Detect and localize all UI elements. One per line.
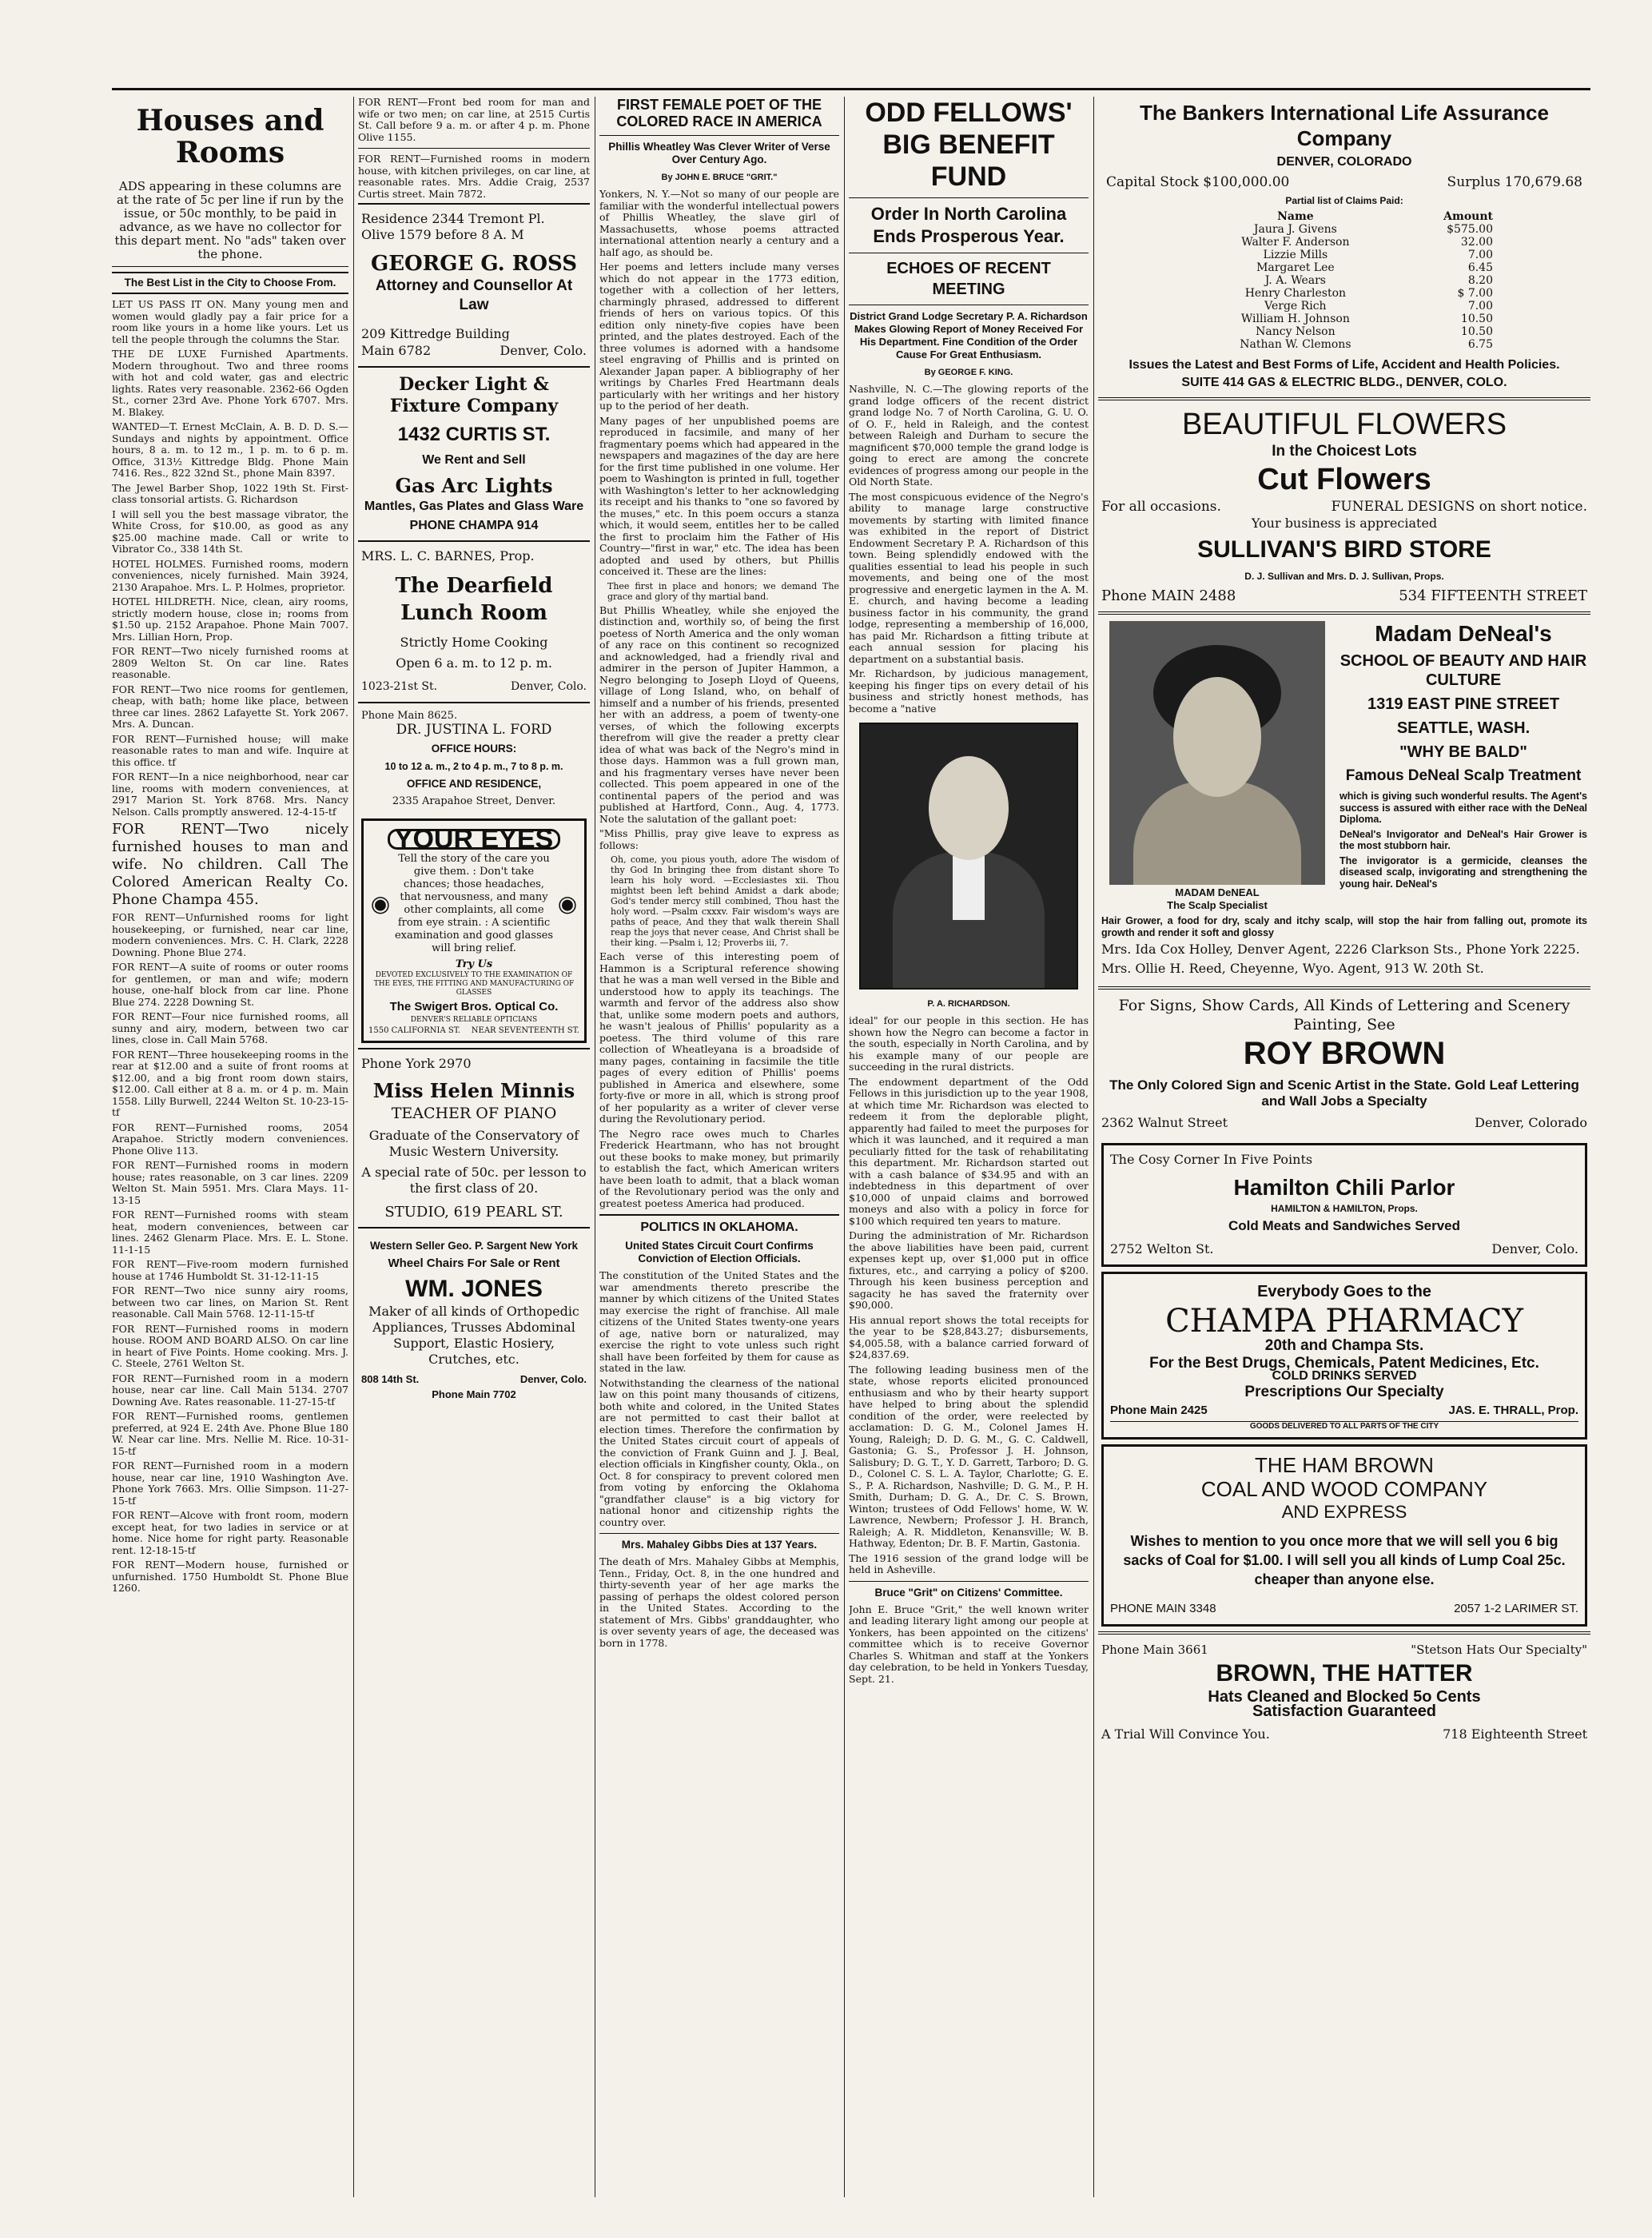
ford-hours: 10 to 12 a. m., 2 to 4 p. m., 7 to 8 p. m. <box>384 761 563 772</box>
article-paragraph: ideal" for our people in this section. He has shown how the Negro can become a factor in the south, especially in North Carolina, and by his example many of our people are succeeding in the rural districts. <box>849 1014 1089 1073</box>
decker-rent: We Rent and Sell <box>422 453 526 467</box>
optical-tagline: DENVER'S RELIABLE OPTICIANS <box>410 1016 538 1024</box>
claim-name: Nathan W. Clemons <box>1240 338 1351 351</box>
classified-list <box>112 299 348 1595</box>
decker-ad <box>358 366 590 540</box>
bankers-partial-label: Partial list of Claims Paid: <box>1285 195 1403 206</box>
bankers-suite: SUITE 414 GAS & ELECTRIC BLDG., DENVER, COLO. <box>1181 376 1507 389</box>
champa-pharmacy-ad <box>1101 1272 1587 1440</box>
champa-name: CHAMPA PHARMACY <box>1165 1303 1523 1340</box>
claims-table <box>1192 210 1496 351</box>
claim-name: Henry Charleston <box>1244 287 1347 300</box>
deneal-portrait <box>1109 621 1325 885</box>
claim-name: Nancy Nelson <box>1256 325 1336 338</box>
chili-address: 2752 Welton St. <box>1110 1241 1214 1256</box>
dearfield-prop: MRS. L. C. BARNES, Prop. <box>361 548 535 563</box>
classified-item: FOR RENT—Furnished room in a modern house, near car line, 1910 Washington Ave. Phone York 7663. Mrs. Ollie Simpson. 11-27-15-tf <box>112 1459 348 1507</box>
decker-address: 1432 CURTIS ST. <box>397 424 551 445</box>
bankers-capital: Capital Stock $100,000.00 <box>1106 174 1290 190</box>
champa-prop: JAS. E. THRALL, Prop. <box>1448 1404 1578 1417</box>
ham-brown-name: THE HAM BROWN <box>1255 1453 1434 1477</box>
deneal-agent: Mrs. Ida Cox Holley, Denver Agent, 2226 Clarkson Sts., Phone York 2225. <box>1101 942 1580 957</box>
decker-gas: Gas Arc Lights <box>395 474 553 497</box>
column-rule <box>844 97 845 2197</box>
article-paragraph: The 1916 session of the grand lodge will be held in Asheville. <box>849 1551 1089 1575</box>
classified-item: The Jewel Barber Shop, 1022 19th St. First-class tonsorial artists. G. Richardson <box>112 481 348 505</box>
dearfield-cooking: Strictly Home Cooking <box>400 635 548 650</box>
optical-address: 1550 CALIFORNIA ST. <box>368 1026 461 1035</box>
ford-office-label: OFFICE HOURS: <box>431 743 517 755</box>
ross-building: 209 Kittredge Building <box>361 326 510 341</box>
hatter-phone: Phone Main 3661 <box>1101 1643 1208 1657</box>
champa-streets: 20th and Champa Sts. <box>1264 1337 1424 1354</box>
best-list-heading: The Best List in the City to Choose From. <box>112 272 348 294</box>
subhead-politics: United States Circuit Court Confirms Conviction of Election Officials. <box>625 1240 814 1264</box>
article-paragraph: The endowment department of the Odd Fellows in this jurisdiction up to the year 1908, at which time Mr. Richardson was elected to redeem it from the deplorable plight, apparently had failed to meet the purposes for which it was launched, and it required a man peculiarly fitted for the task of rehabilitating this department. Mr. Richardson started out with a cash balance of $34.95 and with an indebtedness in this department of over $10,000 of unpaid claims and borrowed moneys and also with a policy in force for $100 which required ten years to mature. <box>849 1075 1089 1227</box>
ross-title: Attorney and Counsellor At Law <box>375 277 573 313</box>
dearfield-name: The Dearfield Lunch Room <box>395 574 553 625</box>
section-title: Houses and Rooms <box>136 104 324 169</box>
headline-gibbs: Mrs. Mahaley Gibbs Dies at 137 Years. <box>621 1539 818 1551</box>
richardson-portrait <box>859 723 1078 990</box>
ham-brown-address: 2057 1-2 LARIMER ST. <box>1454 1602 1578 1615</box>
claim-name: William H. Johnson <box>1240 313 1350 325</box>
classified-item: FOR RENT—Four nice furnished rooms, all sunny and airy, modern, between two car lines, close in. Call Main 5768. <box>112 1010 348 1045</box>
deneal-caption-title: The Scalp Specialist <box>1167 899 1268 911</box>
claim-amount: $575.00 <box>1447 223 1493 236</box>
classified-item: WANTED—T. Ernest McClain, A. B. D. D. S.—Sundays and nights by appointment. Office hours, 8 a. m. to 12 m., 1 p. m. to 6 p. m. Office, 313½ Kittredge Bldg. Phone Main 7416. Res., 822 32nd St., phone Main 8397. <box>112 420 348 479</box>
article-column-poet <box>599 97 839 1652</box>
dearfield-contact <box>361 678 587 695</box>
classified-item: FOR RENT—Two nicely furnished houses to man and wife. No children. Call The Colored American Realty Co. Phone Champa 455. <box>112 821 348 908</box>
chili-name: Hamilton Chili Parlor <box>1233 1175 1455 1200</box>
flowers-appreciated: Your business is appreciated <box>1251 516 1438 531</box>
deneal-text: which is giving such wonderful results. The Agent's success is assured with either race with the DeNeal Diploma. <box>1340 790 1587 825</box>
claim-row <box>1192 325 1496 338</box>
claim-row <box>1192 287 1496 300</box>
classified-item: FOR RENT—Alcove with front room, modern except heat, for two ladies in service or at home. Nice home for right party. Reasonable rent. 12-18-15-tf <box>112 1509 348 1556</box>
classified-item: HOTEL HILDRETH. Nice, clean, airy rooms, strictly modern house, close in; rooms from $1.50 up. 2152 Arapahoe. Phone Main 7007. Mrs. Lillian Horn, Prop. <box>112 595 348 643</box>
ford-ad <box>358 702 590 814</box>
bankers-city: DENVER, COLORADO <box>1276 155 1412 169</box>
roy-brown-city: Denver, Colorado <box>1475 1115 1587 1130</box>
minnis-title: TEACHER OF PIANO <box>391 1105 557 1122</box>
ross-contact <box>361 342 587 360</box>
claims-header-name: Name <box>1277 210 1314 223</box>
bankers-surplus: Surplus 170,679.68 <box>1447 174 1582 190</box>
hatter-satisfaction: Satisfaction Guaranteed <box>1252 1702 1437 1720</box>
jones-address: 808 14th St. <box>361 1373 420 1385</box>
article-paragraph: Her poems and letters include many verses which do not appear in the 1773 edition, together with a collection of her letters, charmingly phrased, addressed to different friends of hers on various topics. Of this edition only ninety-five copies have been printed, and the plates destroyed. Each of the three volumes is adorned with a handsome steel engraving of Phillis and is printed on Alexander Japan paper. A bibliography of her writings by Charles Fred Heartmann deals particularly with her writings and her history up to the period of her death. <box>599 261 839 412</box>
flowers-subtitle: In the Choicest Lots <box>1272 443 1417 460</box>
ford-name: DR. JUSTINA L. FORD <box>396 722 552 738</box>
chili-intro: The Cosy Corner In Five Points <box>1110 1152 1313 1167</box>
deneal-text: DeNeal's Invigorator and DeNeal's Hair Grower is the most stubborn hair. <box>1340 828 1587 851</box>
claim-row <box>1192 236 1496 249</box>
claim-name: J. A. Wears <box>1264 274 1326 287</box>
claim-amount: $ 7.00 <box>1457 287 1493 300</box>
article-paragraph: Many pages of her unpublished poems are reproduced in facsimile, and many of her fragmentary poems which had appeared in the newspapers and magazines of the day are here for the first time published in one volume. Her poem to Washington is printed in full, together with Washington's letter to her acknowledging its receipt and his thanks to "one so favored by the muses," etc. In this poem occurs a stanza which, it would seem, entitles her to be called the first to proclaim him the Father of His Country—"first in war," etc. The idea has been adopted and used by others, but Phillis conceived it. These are the lines: <box>599 414 839 577</box>
verse: Thee first in place and honors; we demand The grace and glory of thy martial band. <box>607 580 839 602</box>
classifieds-column <box>112 97 348 1598</box>
hatter-trial: A Trial Will Convince You. <box>1101 1726 1270 1742</box>
byline-oddfellows: By GEORGE F. KING. <box>924 368 1013 377</box>
roy-brown-intro: For Signs, Show Cards, All Kinds of Lettering and Scenery Painting, See <box>1118 997 1570 1033</box>
claim-row <box>1192 338 1496 351</box>
article-paragraph: The death of Mrs. Mahaley Gibbs at Memphis, Tenn., Friday, Oct. 8, in the one hundred and thirty-seventh year of her age marks the passing of perhaps the oldest colored person in the United States. According to the statement of Mrs. Gibbs' granddaughter, who is over seventy years of age, the deceased was born in 1778. <box>599 1555 839 1649</box>
column-rule <box>1093 97 1094 2197</box>
flowers-title: BEAUTIFUL FLOWERS <box>1181 408 1507 441</box>
bird-store-phone: Phone MAIN 2488 <box>1101 587 1236 604</box>
hatter-slogan: "Stetson Hats Our Specialty" <box>1411 1643 1587 1657</box>
champa-intro: Everybody Goes to the <box>1257 1283 1431 1300</box>
article-paragraph: The Negro race owes much to Charles Frederick Heartmann, who has not brought out these books to make money, but primarily to establish the fact, which American writers have been loath to admit, that a black woman of the Revolutionary period was the only and greatest poetess America had produced. <box>599 1127 839 1209</box>
bankers-ad <box>1098 97 1590 397</box>
eye-ad-text: Tell the story of the care you give them. : Don't take chances; those headaches, that nervousness, and many other complaints, all come from eye strain. : A scientific examination and good glasses will bring relief. <box>394 853 554 954</box>
champa-delivery: GOODS DELIVERED TO ALL PARTS OF THE CITY <box>1110 1421 1578 1431</box>
claim-name: Jaura J. Givens <box>1253 223 1337 236</box>
dearfield-hours: Open 6 a. m. to 12 p. m. <box>396 655 552 671</box>
classified-item: FOR RENT—Five-room modern furnished house at 1746 Humboldt St. 31-12-11-15 <box>112 1258 348 1282</box>
minnis-rate: A special rate of 50c. per lesson to the first class of 20. <box>361 1165 587 1196</box>
chili-city: Denver, Colo. <box>1491 1241 1578 1256</box>
hatter-cleaned: Hats Cleaned and Blocked 5o Cents <box>1208 1688 1481 1706</box>
claim-row <box>1192 300 1496 313</box>
subhead-echoes: ECHOES OF RECENT MEETING <box>886 260 1051 298</box>
jones-ad <box>358 1227 590 1407</box>
minnis-studio: STUDIO, 619 PEARL ST. <box>384 1204 563 1221</box>
claim-row <box>1192 249 1496 261</box>
rent-ad: FOR RENT—Front bed room for man and wife or two men; on car line, at 2515 Curtis St. Call before 9 a. m. or after 4 p. m. Phone Olive 1155. <box>358 97 590 143</box>
classified-item: FOR RENT—Furnished rooms in modern house; rates reasonable, on 3 car lines. 2209 Welton St. Main 5951. Mrs. Clara Mays. 11-13-15 <box>112 1159 348 1206</box>
deneal-school: SCHOOL OF BEAUTY AND HAIR CULTURE <box>1340 652 1587 689</box>
ham-brown-company: COAL AND WOOD COMPANY <box>1200 1477 1488 1501</box>
jones-wheel: Wheel Chairs For Sale or Rent <box>388 1256 560 1270</box>
ross-residence: Residence 2344 Tremont Pl. <box>361 211 545 226</box>
flowers-occasions: For all occasions. <box>1101 499 1221 515</box>
claim-row <box>1192 223 1496 236</box>
deneal-address: 1319 EAST PINE STREET <box>1367 695 1560 713</box>
claim-amount: 8.20 <box>1467 274 1493 287</box>
bird-store-address: 534 FIFTEENTH STREET <box>1399 587 1587 604</box>
article-paragraph: The constitution of the United States and the war amendments thereto prescribe the manner by which citizens of the United States may exercise the right of franchise. All male citizens of the United States twenty-one years of age, native born or naturalized, may exercise the right to vote unless such right shall have been forfeited by them for cause as stated in the law. <box>599 1269 839 1374</box>
ross-city: Denver, Colo. <box>500 343 587 358</box>
roy-brown-tagline: The Only Colored Sign and Scenic Artist in the State. Gold Leaf Lettering and Wall Jobs a Specialty <box>1109 1077 1579 1109</box>
classified-item: FOR RENT—Furnished house; will make reasonable rates to man and wife. Inquire at this office. tf <box>112 732 348 768</box>
minnis-graduate: Graduate of the Conservatory of Music Western University. <box>368 1128 579 1159</box>
eye-ad-try: Try Us <box>455 958 493 970</box>
ham-brown-express: AND EXPRESS <box>1281 1502 1407 1522</box>
article-paragraph: The following leading business men of the state, whose reports elicited pronounced enthusiasm and who by their hearty support have helped to bring about the splendid condition of the order, were reelected by acclamation: D. G. M., Colonel James H. Young, Raleigh; D. D. G. M., G. C. Caldwell, Gastonia; G. S., Professor J. H. Johnson, Salisbury; D. G. T., Y. D. Garrett, Tarboro; D. G. D., Colonel C. S. L. A. Taylor, Charlotte; G. E. S., P. A. Richardson, Nashville; D. G. M., P. H. Smith, Durham; D. G. A., Dr. C. S. Brown, Winton; trustees of Odd Fellows' home, W. W. Lawrence, Newbern; Professor J. H. Branch, Raleigh; A. R. Middleton, Kenansville; W. B. Hathway, Edenton; Dr. B. F. Martin, Gastonia. <box>849 1363 1089 1549</box>
deneal-name: Madam DeNeal's <box>1375 621 1552 646</box>
classified-item: FOR RENT—Furnished rooms with steam heat, modern conveniences, between car lines. 2462 Glenarm Place. Mrs. E. L. Stone. 11-1-15 <box>112 1209 348 1256</box>
classified-item: FOR RENT—Two nicely furnished rooms at 2809 Welton St. On car line. Rates reasonable. <box>112 645 348 680</box>
eye-ad-devoted: DEVOTED EXCLUSIVELY TO THE EXAMINATION OF THE EYES, THE FITTING AND MANUFACTURING OF GLASSES <box>373 971 575 997</box>
classified-item: FOR RENT—Furnished room in a modern house, near car line. Call Main 5134. 2707 Downing Ave. Rates reasonable. 11-27-15-tf <box>112 1372 348 1408</box>
roy-brown-address: 2362 Walnut Street <box>1101 1115 1228 1130</box>
deneal-city: SEATTLE, WASH. <box>1396 719 1531 737</box>
jones-name: WM. JONES <box>405 1276 543 1302</box>
claim-row <box>1192 274 1496 287</box>
chili-props: HAMILTON & HAMILTON, Props. <box>1271 1203 1418 1214</box>
minnis-ad <box>358 1048 590 1227</box>
ads-column <box>358 97 590 1407</box>
chili-parlor-ad <box>1101 1143 1587 1267</box>
article-paragraph: "Miss Phillis, pray give leave to express as follows: <box>599 827 839 851</box>
jones-text: Maker of all kinds of Orthopedic Appliances, Trusses Abdominal Support, Elastic Hosiery, Crutches, etc. <box>368 1304 579 1367</box>
claim-amount: 6.45 <box>1467 261 1493 274</box>
article-paragraph: The most conspicuous evidence of the Negro's ability to manage large constructive movements by starting with limited finance was exhibited in the report of District Endowment Secretary P. A. Richardson of this town. Being splendidly endowed with the qualities essential to lead his people in such movements, and being one of the most progressive and energetic laymen in the A. M. E. church, and having become a leading business factor in his community, the grand lodge, representing a membership of 16,000, has paid Mr. Richardson a fitting tribute at each annual session for placing his department on a substantial basis. <box>849 490 1089 665</box>
newspaper-page <box>112 88 1590 2200</box>
ham-brown-phone: PHONE MAIN 3348 <box>1110 1602 1216 1615</box>
claim-amount: 10.50 <box>1460 325 1493 338</box>
article-paragraph: His annual report shows the total receipts for the year to be $28,843.27; disbursements, $4,005.58, with a balance carried forward of $24,837.69. <box>849 1313 1089 1360</box>
optical-ad <box>361 818 587 1043</box>
classified-item: HOTEL HOLMES. Furnished rooms, modern conveniences, nicely furnished. Main 3924, 2130 Arapahoe. Mrs. L. P. Holmes, proprietor. <box>112 557 348 593</box>
claim-amount: 32.00 <box>1460 236 1493 249</box>
hatter-ad <box>1098 1631 1590 1750</box>
classified-item: FOR RENT—Furnished rooms in modern house. ROOM AND BOARD ALSO. On car line in heart of Five Points. Home cooking. Mrs. J. C. Steele, 2761 Welton St. <box>112 1322 348 1369</box>
jones-phone: Phone Main 7702 <box>432 1388 516 1400</box>
article-paragraph: Notwithstanding the clearness of the national law on this point many thousands of citizens, both white and colored, in the United States are not permitted to cast their ballot at election times. Therefore the confirmation by the United States circuit court of appeals of the conviction of Frank Guinn and J. J. Beal, election officials in Kingfisher county, Okla., on Oct. 8 for conspiracy to prevent colored men from voting by enforcing the Oklahoma "grandfather clause" is a big victory for national honor and citizenship rights the country over. <box>599 1376 839 1528</box>
optical-company: The Swigert Bros. Optical Co. <box>389 1000 559 1013</box>
dearfield-address: 1023-21st St. <box>361 680 438 693</box>
eye-ad-title: YOUR EYES <box>388 829 560 850</box>
deneal-ad <box>1098 611 1590 986</box>
classified-item: I will sell you the best massage vibrator, the White Cross, for $10.00, as good as any $25.00 machine made. Call or write to Vibrator Co., 338 14th St. <box>112 508 348 555</box>
roy-brown-ad <box>1098 986 1590 1138</box>
rent-ad: FOR RENT—Furnished rooms in modern house, with kitchen privileges, on car line, at reasonable rates. Mrs. Addie Craig, 2537 Curtis street. Main 7872. <box>358 153 590 200</box>
bankers-name: The Bankers International Life Assurance Company <box>1140 101 1549 150</box>
ross-name: GEORGE G. ROSS <box>371 252 577 276</box>
decker-name: Decker Light & Fixture Company <box>389 374 559 416</box>
hatter-address: 718 Eighteenth Street <box>1443 1726 1587 1742</box>
classified-item: FOR RENT—In a nice neighborhood, near car line, rooms with modern conveniences, at 2917 Marion St. York 8768. Mrs. Nancy Nelson. Calls promptly answered. 12-4-15-tf <box>112 771 348 818</box>
deneal-why: "WHY BE BALD" <box>1399 743 1527 761</box>
deneal-agent: Mrs. Ollie H. Reed, Cheyenne, Wyo. Agent, 913 W. 20th St. <box>1101 961 1484 976</box>
headline-grit: Bruce "Grit" on Citizens' Committee. <box>874 1586 1063 1599</box>
claim-row <box>1192 261 1496 274</box>
minnis-phone: Phone York 2970 <box>361 1056 472 1071</box>
bird-store-name: SULLIVAN'S BIRD STORE <box>1197 536 1491 563</box>
ross-olive: Olive 1579 before 8 A. M <box>361 227 524 242</box>
deck-oddfellows: District Grand Lodge Secretary P. A. Richardson Makes Glowing Report of Money Received For His Department. Fine Condition of the Order Cause For Great Enthusiasm. <box>850 310 1088 360</box>
claim-amount: 7.00 <box>1467 249 1493 261</box>
claim-name: Margaret Lee <box>1256 261 1335 274</box>
classified-item: FOR RENT—Unfurnished rooms for light housekeeping, or furnished, near car line, modern conveniences. Mrs. C. H. Clark, 2228 Downing. Phone Blue 274. <box>112 911 348 958</box>
classified-item: LET US PASS IT ON. Many young men and women would gladly pay a fair price for a room like yours in a home like yours. Let us tell the people through the columns the Star. <box>112 298 348 345</box>
champa-drinks: COLD DRINKS SERVED <box>1272 1369 1417 1383</box>
deneal-famous: Famous DeNeal Scalp Treatment <box>1345 767 1582 784</box>
dearfield-ad <box>358 540 590 702</box>
rates-notice: ADS appearing in these columns are at the rate of 5c per line if run by the issue, or 50c monthly, to be paid in advance, as we have no collector for this depart ment. No "ads" taken over the phone. <box>114 179 346 261</box>
roy-brown-name: ROY BROWN <box>1243 1036 1446 1071</box>
flowers-cut: Cut Flowers <box>1257 463 1431 496</box>
bankers-issues: Issues the Latest and Best Forms of Life, Accident and Health Policies. <box>1129 358 1560 372</box>
headline-oddfellows: ODD FELLOWS' BIG BENEFIT FUND <box>865 98 1073 192</box>
column-rule <box>353 97 354 2197</box>
claim-amount: 6.75 <box>1467 338 1493 351</box>
article-paragraph: Mr. Richardson, by judicious management, keeping his finger tips on every detail of his business and strictly honest methods, has become a "native <box>849 667 1089 715</box>
classified-item: FOR RENT—Three housekeeping rooms in the rear at $12.00 and a suite of front rooms at $12.00, and a big front room down stairs, $12.00. Call either at 8 a. m. or 4 p. m. Main 1558. Lilly Burwell, 2244 Welton St. 10-23-15-tf <box>112 1048 348 1118</box>
chili-served: Cold Meats and Sandwiches Served <box>1228 1218 1461 1233</box>
eye-icon: ◉ <box>370 890 391 917</box>
flowers-ad <box>1098 397 1590 611</box>
claim-amount: 10.50 <box>1460 313 1493 325</box>
classified-item: FOR RENT—A suite of rooms or outer rooms for gentlemen, or man and wife; modern house, one-half block from car line. Phone Blue 274. 2228 Downing St. <box>112 961 348 1008</box>
ross-phone: Main 6782 <box>361 343 432 358</box>
article-paragraph: John E. Bruce "Grit," the well known writer and leading literary light among our people at Yonkers, has been appointed on the citizens' committee which is to receive Governor Charles S. Whitman and staff at the Yonkers day celebration, to be held in Yonkers Tuesday, Sept. 21. <box>849 1603 1089 1685</box>
optical-near: NEAR SEVENTEENTH ST. <box>471 1026 579 1035</box>
champa-drugs: For the Best Drugs, Chemicals, Patent Medicines, Etc. <box>1149 1355 1539 1372</box>
article-paragraph: But Phillis Wheatley, while she enjoyed the distinction and, worthily so, of being the first poetess of North America and the only woman of any race on this continent so recognized and acknowledged, had a friendly rival and admirer in the person of Jupiter Hammon, a Negro belonging to Joseph Lloyd of Queens, village of Long Island, who, on behalf of himself and a number of his friends, presented her with an address, a poem of twenty-one verses, of which the following excerpts therefrom will give the reader a pretty clear idea of what was back of the Negro's mind in those days. Hammon was a full grown man, and his fragmentary verses have never been collected. This poem appeared in one of the continental papers of the period and was published at Hartford, Conn., Aug. 4, 1773. Note the salutation of the gallant poet: <box>599 603 839 825</box>
portrait-caption: P. A. RICHARDSON. <box>927 999 1010 1009</box>
ham-brown-text: Wishes to mention to you once more that we will sell you 6 big sacks of Coal for $1.00. I will sell you all kinds of Lump Coal 25c. cheaper than anyone else. <box>1123 1533 1566 1587</box>
headline-poet: FIRST FEMALE POET OF THE COLORED RACE IN AMERICA <box>616 97 822 129</box>
claim-name: Verge Rich <box>1264 300 1327 313</box>
classified-item: FOR RENT—Modern house, furnished or unfurnished. 1750 Humboldt St. Phone Blue 1260. <box>112 1559 348 1594</box>
eye-icon: ◉ <box>557 890 578 917</box>
flowers-funeral: FUNERAL DESIGNS on short notice. <box>1331 499 1587 515</box>
ford-residence-label: OFFICE AND RESIDENCE, <box>406 778 542 790</box>
jones-sargent: Western Seller Geo. P. Sargent New York <box>369 1240 579 1252</box>
byline-poet: By JOHN E. BRUCE "GRIT." <box>661 173 778 182</box>
decker-mantles: Mantles, Gas Plates and Glass Ware <box>364 500 584 513</box>
deneal-text: The invigorator is a germicide, cleanses the diseased scalp, invigorating and strengthening the young hair. DeNeal's <box>1340 854 1587 890</box>
ross-ad <box>358 203 590 366</box>
classified-item: THE DE LUXE Furnished Apartments. Modern throughout. Two and three rooms with hot and cold water, gas and electric lights. Rates very reasonable. 2362-66 Ogden St., corner 23rd Ave. Phone York 6707. Mrs. M. Blakey. <box>112 348 348 418</box>
claim-amount: 7.00 <box>1467 300 1493 313</box>
classified-item: FOR RENT—Furnished rooms, 2054 Arapahoe. Strictly modern conveniences. Phone Olive 113. <box>112 1121 348 1157</box>
claims-header-amount: Amount <box>1443 210 1493 223</box>
ford-address: 2335 Arapahoe Street, Denver. <box>392 795 556 807</box>
classified-item: FOR RENT—Two nice rooms for gentlemen, cheap, with bath; home like place, between three car lines. 2862 Lafayette St. York 2067. Mrs. A. Duncan. <box>112 683 348 730</box>
verse: Oh, come, you pious youth, adore The wisdom of thy God In bringing thee from distant shore To learn his holy word. —Ecclesiastes xii. Thou mightst been left behind Amidst a dark abode; God's tender mercy still combined, Thou hast the holy word. —Psalm cxxxv. Fair wisdom's ways are paths of peace, And they that walk therein Shall reap the joys that never cease, And Christ shall be their king. —Psalm i, 12; Proverbs iii, 7. <box>611 854 839 948</box>
claim-name: Lizzie Mills <box>1263 249 1328 261</box>
article-paragraph: During the administration of Mr. Richardson the above liabilities have been paid, current expenses kept up, over $1,000 put in office fixtures, etc., and carrying a policy of $200. Through his keen business perception and sagacity he has saved the fraternity over $90,000. <box>849 1229 1089 1311</box>
article-paragraph: Nashville, N. C.—The glowing reports of the grand lodge officers of the recent district grand lodge No. 7 of North Carolina, G. U. O. of O. F., held in Raleigh, and the contest between Raleigh and Durham to secure the magnificent $70,000 temple the grand lodge is going to erect are among the concrete evidences of progress among our people in the Old North State. <box>849 383 1089 488</box>
jones-city: Denver, Colo. <box>519 1373 587 1385</box>
article-paragraph: Yonkers, N. Y.—Not so many of our people are familiar with the wonderful intellectual powers of Phillis Wheatley, the slave girl of Massachusetts, whose poems attracted international attention nearly a century and a half ago, as should be. <box>599 188 839 258</box>
display-ads-column <box>1098 97 1590 1750</box>
dearfield-city: Denver, Colo. <box>510 680 587 693</box>
claim-name: Walter F. Anderson <box>1241 236 1350 249</box>
bird-store-props: D. J. Sullivan and Mrs. D. J. Sullivan, Props. <box>1244 571 1444 582</box>
classified-item: FOR RENT—Two nice sunny airy rooms, between two car lines, on Marion St. Rent reasonable. Call Main 5768. 12-11-15-tf <box>112 1284 348 1320</box>
article-column-oddfellows <box>849 97 1089 1688</box>
claim-row <box>1192 313 1496 325</box>
deneal-text: Hair Grower, a food for dry, scaly and itchy scalp, will stop the hair from falling out, promote its growth and render it soft and glossy <box>1101 915 1587 938</box>
minnis-name: Miss Helen Minnis <box>372 1079 575 1102</box>
deneal-caption: MADAM DeNEAL <box>1175 886 1260 898</box>
champa-prescriptions: Prescriptions Our Specialty <box>1244 1384 1444 1400</box>
decker-phone: PHONE CHAMPA 914 <box>409 519 539 532</box>
champa-phone: Phone Main 2425 <box>1110 1404 1208 1417</box>
subhead-poet: Phillis Wheatley Was Clever Writer of Verse Over Century Ago. <box>608 141 830 165</box>
hatter-name: BROWN, THE HATTER <box>1216 1660 1473 1686</box>
ham-brown-ad <box>1101 1444 1587 1627</box>
classified-item: FOR RENT—Furnished rooms, gentlemen preferred, at 924 E. 24th Ave. Phone Blue 180 W. Near car line. Mrs. Nellie M. Rice. 10-31-15-tf <box>112 1410 348 1457</box>
ford-phone: Phone Main 8625. <box>361 710 458 722</box>
subhead-oddfellows: Order In North Carolina Ends Prosperous Year. <box>870 204 1067 246</box>
article-paragraph: Each verse of this interesting poem of Hammon is a Scriptural reference showing that he was a man well versed in the Bible and understood how to apply its teachings. The warmth and fervor of the address also show that, unlike some modern poets and authors, he wasn't jealous of Phillis' popularity as a poetess. The third volume of this rare collection of Wheatleyana is a broadside of many pages, containing in facsimile the title pages of every edition of Phillis' poems published in America and elsewhere, some forty-five or more in all, which is strong proof of her popularity as a writer of clever verse during the Revolutionary period. <box>599 950 839 1125</box>
headline-politics: POLITICS IN OKLAHOMA. <box>640 1221 798 1234</box>
